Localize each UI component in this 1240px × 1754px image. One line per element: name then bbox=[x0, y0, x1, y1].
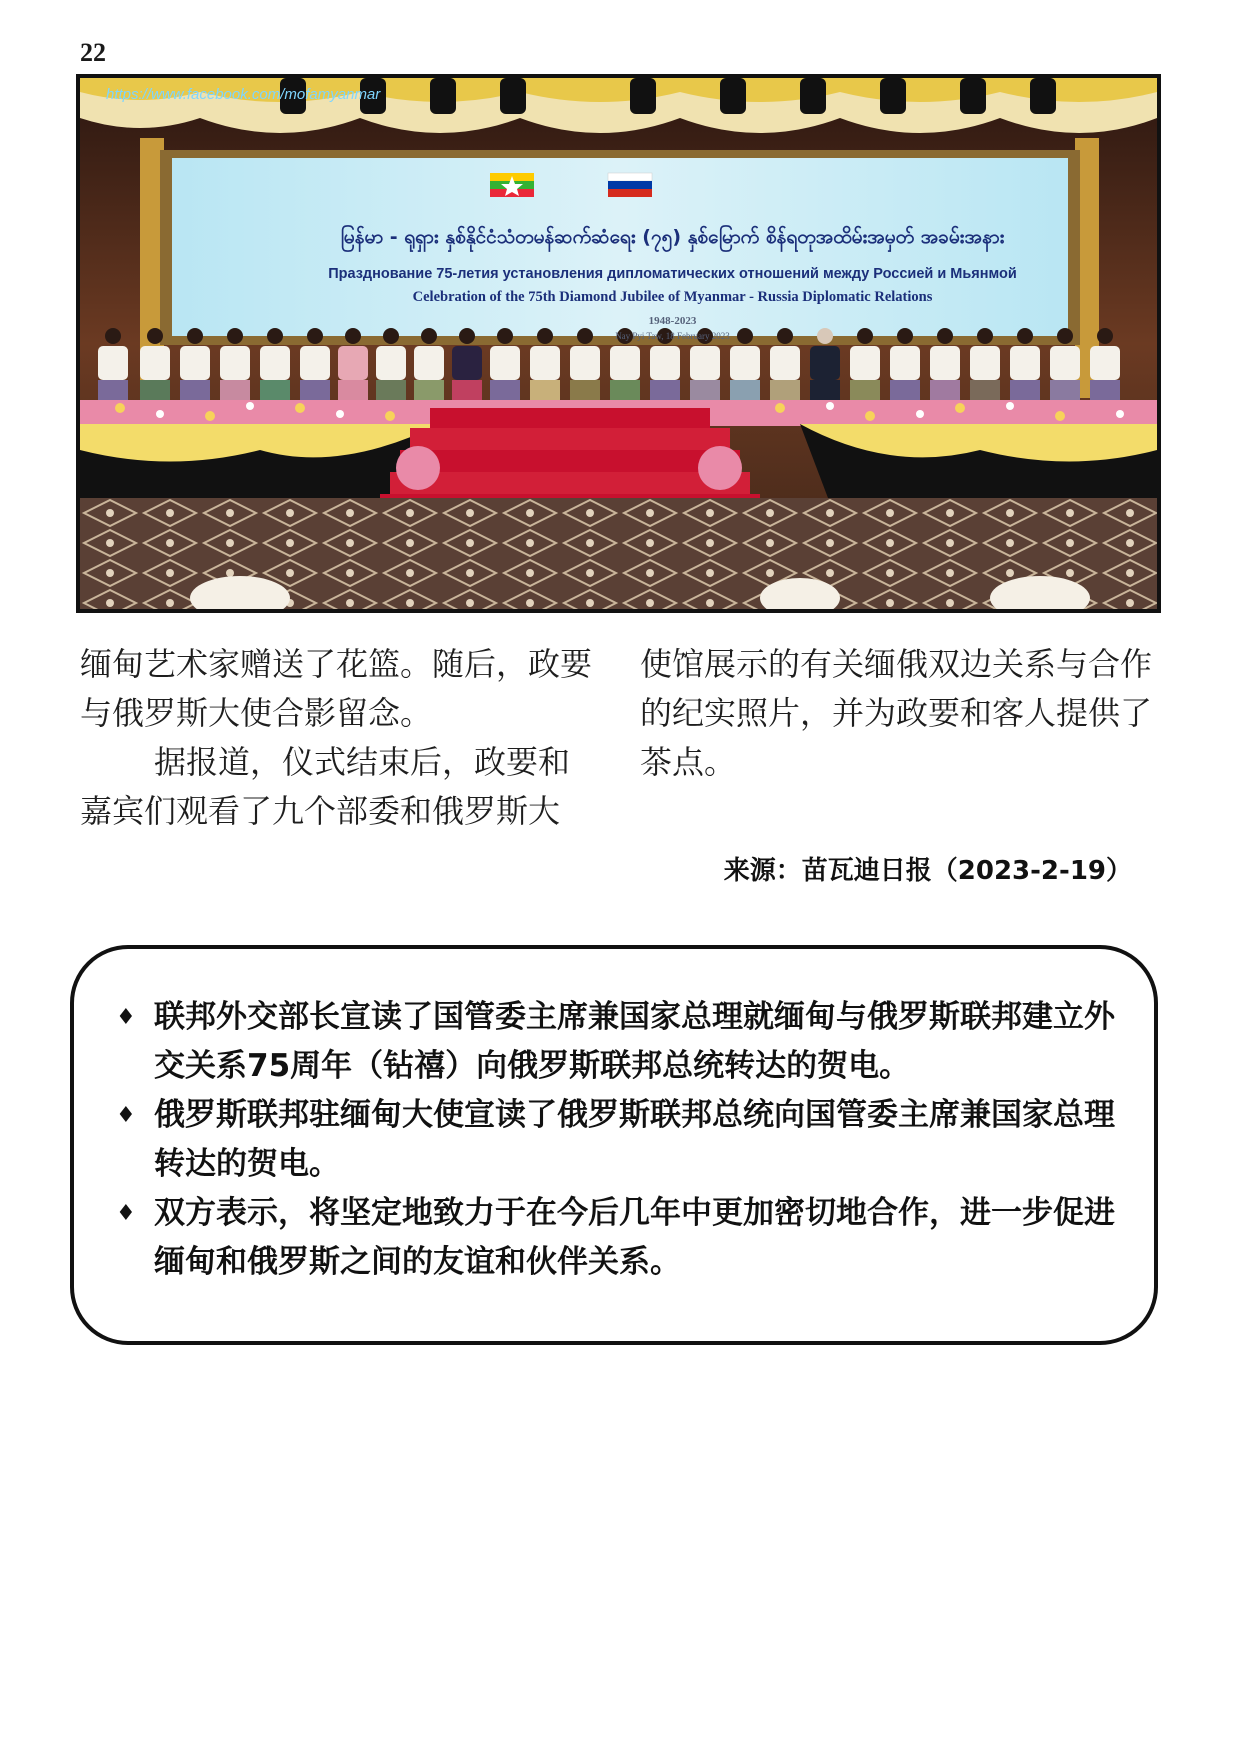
summary-item-text: 联邦外交部长宣读了国管委主席兼国家总理就缅甸与俄罗斯联邦建立外交关系75周年（钻禧）向俄罗斯联邦总统转达的贺电。 bbox=[154, 999, 1115, 1084]
ceremony-photo-illustration bbox=[80, 78, 1157, 609]
russia-flag-icon bbox=[608, 173, 652, 197]
diamond-bullet-icon: ♦ bbox=[116, 1005, 136, 1030]
page-number: 22 bbox=[80, 38, 106, 67]
summary-item bbox=[92, 993, 1124, 1091]
banner-russian-title: Празднование 75-летия установления дипломатических отношений между Россией и Мьянмой bbox=[328, 266, 1017, 282]
article-paragraph: 使馆展示的有关缅俄双边关系与合作的纪实照片，并为政要和客人提供了茶点。 bbox=[640, 645, 1153, 781]
banner-english-title: Celebration of the 75th Diamond Jubilee of Myanmar - Russia Diplomatic Relations bbox=[412, 289, 933, 305]
banner-myanmar-title: မြန်မာ - ရုရှား နှစ်နိုင်ငံသံတမန်ဆက်ဆံရေး (၇၅) နှစ်မြောက် စိန်ရတုအထိမ်းအမှတ် အခမ်းအနား bbox=[340, 226, 1005, 248]
diamond-bullet-icon: ♦ bbox=[116, 1201, 136, 1226]
myanmar-flag-icon bbox=[490, 173, 534, 197]
summary-item-text: 俄罗斯联邦驻缅甸大使宣读了俄罗斯联邦总统向国管委主席兼国家总理转达的贺电。 bbox=[154, 1097, 1115, 1182]
article-left-column bbox=[80, 640, 600, 836]
summary-item-text: 双方表示，将坚定地致力于在今后几年中更加密切地合作，进一步促进缅甸和俄罗斯之间的友谊和伙伴关系。 bbox=[154, 1195, 1115, 1280]
article-paragraph: 缅甸艺术家赠送了花篮。随后，政要与俄罗斯大使合影留念。 bbox=[80, 645, 593, 732]
banner-place-date: Nay Pyi Taw, 18 February 2023 bbox=[615, 331, 730, 341]
article-right-column bbox=[640, 640, 1160, 787]
summary-item bbox=[92, 1091, 1124, 1189]
summary-box bbox=[70, 945, 1158, 1345]
photo-watermark: https://www.facebook.com/mofamyanmar bbox=[106, 86, 381, 103]
ceremony-photo bbox=[76, 74, 1161, 613]
article-paragraph: 据报道，仪式结束后，政要和嘉宾们观看了九个部委和俄罗斯大 bbox=[80, 743, 571, 830]
summary-list bbox=[74, 949, 1154, 1287]
source-citation: 来源：苗瓦迪日报（2023-2-19） bbox=[723, 856, 1132, 886]
diamond-bullet-icon: ♦ bbox=[116, 1103, 136, 1128]
banner-years: 1948-2023 bbox=[648, 315, 697, 327]
summary-item bbox=[92, 1189, 1124, 1287]
